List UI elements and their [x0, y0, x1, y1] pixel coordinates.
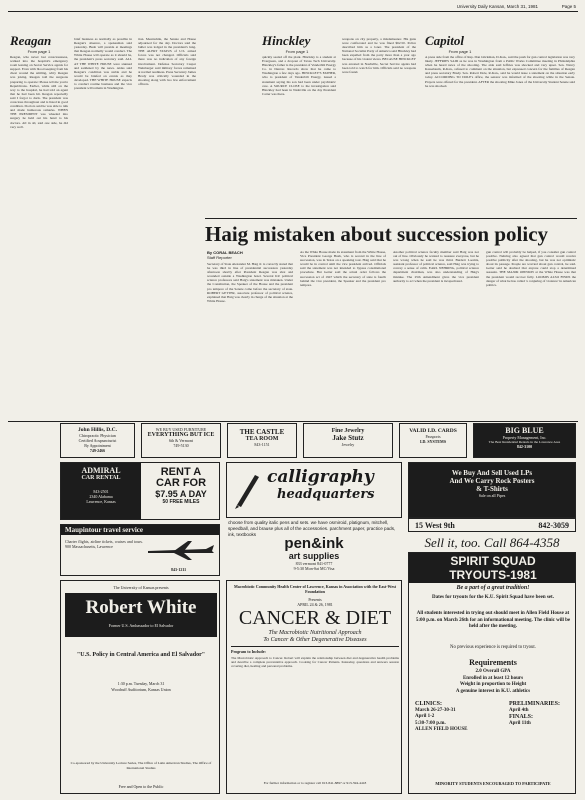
headline-rule	[205, 218, 577, 219]
ad-robert-white[interactable]	[60, 580, 220, 794]
spirit-clinic-item: April 1-2	[415, 714, 435, 719]
ad-jewelry[interactable]	[303, 423, 393, 458]
cancer-program-head: Program to Include:	[231, 649, 266, 654]
capitol-continued: From page 1	[448, 49, 472, 54]
penink-hours: 9-5:30 Mon-Sat MC/Visa	[293, 566, 335, 571]
white-univ: The University of Kansas presents	[113, 585, 169, 590]
cancer-body: The Macrobiotic Approach to Cancer. Robert will explain the relationship between diet and degenerative health problems and describe a complete preventative approach. Cooking for Cancer Patients. Kuteaday, questions and answers session covering diet, healing and personal problems.	[231, 656, 399, 669]
maupintour-phone: 843-1211	[171, 567, 187, 572]
ad-records[interactable]	[408, 462, 576, 518]
cancer-rule	[231, 646, 399, 647]
page-number: Page 5	[561, 4, 576, 9]
byline-title: Staff Reporter	[207, 255, 232, 260]
story-col2: As the White House made its statement from the White House, Vice President George Bush, who is second in the line of succession, was in Texas on a speaking tour. Haig said that he would be in control until the vice president arrived. Officials said the statement was not intended to bypass constitutional procedure. But Getter said the actual order follows the succession act of 1947 which the secretary of state is fourth behind the vice president, the Speaker and the president pro tempore.	[300, 250, 386, 287]
ad-sell-it[interactable]: Sell it, too. Call 864-4358	[424, 535, 560, 550]
valid-line1: VALID I.D. CARDS	[409, 428, 457, 434]
spirit-body1: All students interested in trying out should meet in Allen Field House at 5:00 p.m. on March 26th for an informational meeting. The clinic will be held after the meeting.	[415, 611, 571, 629]
spirit-title1: SPIRIT SQUAD	[450, 554, 536, 568]
maupintour-title: Maupintour travel service	[61, 525, 220, 535]
admiral-text	[63, 466, 139, 504]
byline: By CORAL BEACH	[207, 250, 243, 255]
white-banner	[65, 593, 217, 637]
spirit-footer: MINORITY STUDENTS ENCOURAGED TO PARTICIPATE	[435, 781, 551, 786]
castle-sub: TEA ROOM	[245, 436, 279, 442]
white-topic: "U.S. Policy in Central America and El Salvador"	[76, 652, 206, 658]
white-name: Robert White	[85, 597, 197, 618]
admiral-sub: CAR RENTAL	[81, 475, 121, 481]
spirit-clinics-head: CLINICS:	[415, 701, 443, 707]
masthead	[8, 3, 578, 11]
cancer-presents: Presents	[308, 597, 322, 602]
cancer-dates: APRIL 24 & 26, 1981	[297, 602, 333, 607]
penink-title: pen&ink	[284, 535, 344, 552]
cancer-footer: For further information or to register call 913-841-8897 or 913-594-4418	[263, 781, 367, 785]
penink-sub: art supplies	[288, 551, 340, 561]
rentacar-line1: RENT A	[160, 466, 202, 478]
spirit-prelim-head: PRELIMINARIES:	[509, 701, 561, 707]
spirit-finals-head: FINALS:	[509, 714, 534, 720]
cancer-sub1: The Macrobiotic Nutritional Approach	[268, 630, 362, 636]
reagan-continued: From page 1	[27, 49, 51, 54]
masthead-rule	[8, 11, 578, 12]
spirit-req-item: 2.0 Overall GPA	[475, 669, 511, 674]
white-place: Woodruff Auditorium, Kansas Union	[111, 687, 171, 692]
pen-icon	[231, 469, 263, 509]
rentacar-line2: CAR FOR	[155, 477, 207, 489]
hillis-line: By Appointment	[84, 443, 111, 448]
ad-castle[interactable]	[227, 423, 297, 458]
records-address-bar	[408, 518, 576, 532]
records-phone: 842-3059	[538, 521, 569, 530]
spirit-body2: No previous experience is required to tryout.	[450, 645, 536, 650]
ad-hillis[interactable]	[60, 423, 135, 458]
hinckley-section-title: Hinckley	[262, 33, 311, 48]
story-col4: gun control will probably be helped, if you consider gun control positive. Nehring also agreed that gun control would receive positive publicity after the shooting, but he was not optimistic about its passage. People are worried about gun control, he said. Getter said he doubted that anyone could stop a determined assassin. THE MAJOR OPINION at the White House was that the president would recover fully. LOOMIS ALSO FINDS the danger of what he has called 'a conjuring of violence' in American politics.	[486, 250, 576, 287]
masthead-date: University Daily Kansan, March 31, 1981	[456, 4, 538, 9]
reagan-section-title: Reagan	[10, 33, 52, 48]
spirit-clinic-item: 5:30-7:00 p.m.	[415, 720, 446, 726]
records-line4: Sale on all Pipes	[478, 493, 506, 498]
hinckley-continued: From page 1	[285, 49, 309, 54]
rentacar-text	[143, 467, 219, 505]
cancer-sub2: To Cancer & Other Degenerative Diseases	[263, 637, 367, 643]
spirit-req-item: A genuine interest in K.U. athletics	[455, 688, 531, 694]
hinckley-col1: quickly sealed off the plant. Hinckley is a student at Evergreen, and a dropout of Texas Tech University. Hinckley's father is the president of Vanderbilt Energy Co. in Denver. Records show that he came to Washington a few days ago. HINCKLEY'S FATHER, who is president of Vanderbilt Energy, issued a statement saying his son had been under psychiatric care. A SOURCE CLOSE to the investigation said Hinckley had been in Nashville on the day President Carter was there.	[262, 55, 336, 96]
furniture-line3: 6th & Vermont	[169, 438, 193, 443]
cancer-title: CANCER & DIET	[238, 607, 392, 629]
jewelry-line1: Fine Jewelry	[331, 428, 365, 434]
jewelry-line2: Jake Stutz	[332, 434, 364, 442]
spirit-clinic-item: March 26-27-30-31	[415, 707, 456, 713]
ad-spirit-squad[interactable]	[408, 552, 576, 794]
ad-cancer-diet[interactable]	[226, 580, 402, 794]
calligraphy-title: calligraphy	[267, 467, 374, 487]
spirit-prelim	[509, 701, 573, 727]
records-line2: And We Carry Rock Posters	[449, 477, 535, 485]
rentacar-line3: $7.95 A DAY	[155, 489, 207, 499]
spirit-sub: Be a part of a great tradition!	[456, 585, 530, 591]
spirit-req-item: Enrolled in at least 12 hours	[462, 675, 524, 681]
ad-maupintour[interactable]	[60, 524, 220, 576]
ad-admiral[interactable]	[60, 462, 220, 520]
furniture-line2: EVERYTHING BUT ICE	[147, 432, 215, 438]
spirit-title2: TRYOUTS-1981	[449, 568, 537, 582]
spirit-clinic-item: ALLEN FIELD HOUSE	[415, 727, 468, 732]
capitol-section-title: Capitol	[425, 33, 465, 48]
spirit-req-item: Weight in proportion to Height	[459, 682, 527, 687]
records-line1: We Buy And Sell Used LPs	[451, 469, 533, 477]
ads-divider	[8, 421, 578, 422]
spirit-finals-date: April 11th	[509, 720, 531, 726]
ad-pen-ink[interactable]	[228, 536, 400, 571]
admiral-addr1: 2340 Alabama	[89, 494, 113, 499]
maupintour-body: Charter flights, airline tickets, cruises and tours. 900 Massachusetts, Lawrence	[65, 539, 143, 549]
rentacar-line4: 50 FREE MILES	[162, 499, 200, 505]
furniture-phone: 749-5130	[173, 443, 189, 448]
story-col3: Another political science faculty member said Haig was not out of line. Obviously he wanted to reassure everyone, but he was wrong when he said he was third. Burdett Loomis, assistant professor of political science, said Haig was trying to convey a sense of calm. EARL NEHRING, political science department chairman, was also understanding of Haig's mistake. The 25th Amendment gives the vice president authority to act when the president is incapacitated.	[393, 250, 479, 283]
calligraphy-subtitle: headquarters	[277, 487, 375, 502]
bigblue-sub: Property Management, Inc.	[502, 435, 547, 440]
bigblue-title: BIG BLUE	[505, 426, 544, 435]
spirit-dates-head: Dates for tryouts for the K.U. Spirit Squad have been set.	[432, 595, 554, 600]
valid-line2: Passports	[425, 434, 441, 439]
castle-phone: 843-1151	[254, 442, 270, 447]
admiral-phone: 843-2501	[93, 489, 109, 494]
admiral-title: ADMIRAL	[81, 466, 121, 475]
penink-addr: 833 vermont 841-0777	[295, 561, 333, 566]
reagan-col1: Reagan, who never lost consciousness, walked into the hospital's emergency room leaning on Secret Service agents for support. Even with blood seeping from his chest wound the smiling, witty Reagan was joking. Reagan told the surgeons preparing to operate: Please tell me you're Republicans. Earlier, while still on the way to the hospital, he had told an agent that he had been hit. Reagan reportedly said I forgot to duck. The president was conscious throughout and is listed in good condition. Doctors said he was able to talk and made humorous remarks. WHEN THE PRESIDENT was wheeled into surgery he held out his hand to his doctors. All in all, said one aide, he did very well.	[10, 55, 68, 129]
white-time: 1:30 p.m. Tuesday, March 31	[117, 681, 165, 686]
furniture-line1: WE BUY USED FURNITURE	[155, 427, 207, 432]
airplane-icon	[146, 539, 216, 561]
castle-name: THE CASTLE	[239, 428, 285, 436]
ad-furniture[interactable]	[141, 423, 221, 458]
spirit-req-head: Requirements	[469, 658, 517, 667]
bigblue-phone: 842-3100	[516, 444, 533, 449]
jewelry-line3: Jewelry	[341, 442, 355, 447]
main-headline: Haig mistaken about succession policy	[205, 222, 549, 246]
spirit-banner	[409, 553, 576, 583]
hillis-line: Certified Acupuncturist	[78, 438, 117, 443]
capitol-body: A press aide from the office of Rep. Dan Glickman, D-Kan., said the push for gun control legislation was very likely. JEFFRIES SAID as he was in Washington from a Public Works Committee meeting in Philadelphia when he heard news of the shooting. The aide said Jeffries was shocked and very upset. Sen. Nancy Kassebaum, R-Kan., refused to comment on the situation, but expressed concern for the families of Reagan and press secretary Brady. Sen. Robert Dole, R-Kan., said he would issue a statement on the situation early today. ACCORDING TO DOLE's office, the senator was informed of the shooting while in the Senate. Prayers were offered for the president. AFTER the shooting Mike Jones of the University Student Senate said he was shocked.	[425, 55, 575, 88]
story-col1: Secretary of State Alexander M. Haig Jr. is correctly stated that he was third in line of presidential succession yesterday afternoon shortly after President Reagan was shot and wounded outside a Washington hotel. Several KU political science professors said Haig's statement was mistaken. Under the Constitution, the Speaker of the House and the president pro tempore of the Senate come before the secretary of state. ROBERT GETTER, associate professor of political science, explained that Haig was clearly in charge of the situation at the White House.	[207, 262, 293, 303]
spirit-clinics	[415, 701, 505, 734]
valid-line3: I.D. SYSTEMS	[419, 439, 447, 444]
hillis-name: John Hillis, D.C.	[78, 427, 117, 433]
hillis-phone: 749-2466	[89, 448, 106, 453]
cancer-presenter: Macrobiotic Community Health Center of Lawrence, Kansas in Association with the East-West Foundation	[234, 584, 396, 594]
bigblue-desc: The Best Residential Rentals in the Lawrence Area	[488, 440, 561, 444]
records-line3: & T-Shirts	[476, 485, 508, 493]
reagan-col3: tion. Meanwhile, the Senate and House adjourned for the day. Doctors said the bullet was lodged in the president's lung. THE ALERT STATUS of U.S. armed forces was not changed. Officials said there was no indication of any foreign involvement. Defense Secretary Caspar Weinberger said military forces remained at normal readiness. Press Secretary James Brady was critically wounded in the shooting along with two law enforcement officers.	[138, 37, 196, 87]
hillis-line: Chiropractic Physician	[79, 433, 116, 438]
ad-big-blue[interactable]	[473, 423, 576, 458]
reagan-col2: brief business as normally as possible in Reagan's absence, a spokesman said yesterday. Bush will preside at meetings that Reagan normally would conduct. The White House will operate as it should be, the president's press secretary said. ALL AT THE WHITE HOUSE were stunned and saddened by the news. Aides said Reagan's condition was stable and he would be briefed on events as they developed. THE WHITE HOUSE expects to conduct routine business and the vice president will remain in Washington.	[74, 37, 132, 91]
records-addr: 15 West 9th	[415, 521, 455, 530]
white-former: Former U.S. Ambassador to El Salvador	[108, 623, 174, 628]
ad-calligraphy[interactable]	[226, 462, 402, 518]
spirit-prelim-date: April 4th	[509, 707, 529, 713]
white-sponsors: Co-sponsored by the University Lecture Series, The Office of Latin American Studies, The Office of International Studies	[70, 761, 212, 770]
white-free: Free and Open to the Public	[118, 784, 164, 789]
hinckley-col2: weapons on city property, a misdemeanor. His guns were confiscated and he was fined $62.50. Police described him as a loner. The president of the National Socialist Party of America said Hinckley had been expelled from the party more than a year ago because of his violent views. BECAUSE HINCKLEY was arrested in Nashville, Secret Service agents had been told to watch for him. Officials said no weapons were found.	[342, 37, 416, 74]
ad-valid-id[interactable]	[399, 423, 467, 458]
admiral-addr2: Lawrence, Kansas	[86, 499, 116, 504]
calligraphy-tagline: choose from quality italic pens and sets. we have osmiroid, platignum, mitchell, speedball, and brause plus all of the accessories. parchment paper, practice pads, ink, textbooks	[228, 520, 396, 537]
spirit-req-list	[413, 669, 573, 695]
